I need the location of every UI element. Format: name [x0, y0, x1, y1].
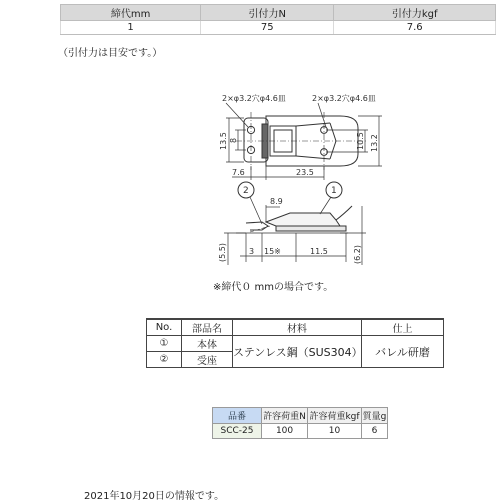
prod-header-load-n: 許容荷重N	[262, 408, 308, 424]
spec-header-clamp: 締代mm	[61, 5, 201, 21]
hole-label-right: 2×φ3.2穴φ4.6皿	[312, 94, 376, 103]
parts-finish: バレル研磨	[362, 336, 444, 368]
dim-8-9: 8.9	[270, 197, 283, 206]
side-view	[236, 206, 352, 233]
spec-header-force-n: 引付力N	[201, 5, 334, 21]
hole-label-left: 2×φ3.2穴φ4.6皿	[222, 94, 286, 103]
prod-cell-code: SCC-25	[213, 424, 262, 439]
parts-material: ステンレス鋼（SUS304）	[233, 336, 362, 368]
base-plate-side	[276, 226, 346, 231]
spec-cell-force-n: 75	[201, 21, 334, 35]
dim-10-5: 10.5	[356, 132, 365, 150]
dim-13-5: 13.5	[219, 132, 228, 150]
parts-header-no: No.	[147, 319, 182, 336]
side-bottom-dims	[240, 233, 346, 262]
callout-2-label: 2	[243, 186, 249, 196]
top-view	[236, 112, 366, 170]
callout-2	[238, 182, 262, 224]
dim-23-5: 23.5	[296, 168, 314, 177]
dim-6-2: (6.2)	[353, 245, 362, 264]
info-date-footer: 2021年10月20日の情報です。	[84, 491, 225, 502]
hole-leaders	[226, 103, 326, 127]
parts-header-finish: 仕上	[362, 319, 444, 336]
parts-header-name: 部品名	[182, 319, 233, 336]
prod-header-code: 品番	[213, 408, 262, 424]
parts-row1-name: 本体	[182, 336, 233, 352]
spec-cell-force-kgf: 7.6	[334, 21, 496, 35]
product-table	[212, 407, 388, 439]
callout-1-label: 1	[331, 186, 337, 196]
dim-15: 15※	[264, 247, 281, 256]
dim-3: 3	[249, 247, 255, 256]
prod-cell-mass: 6	[361, 424, 387, 439]
prod-header-load-kgf: 許容荷重kgf	[308, 408, 362, 424]
clamp-note: ※締代０ mmの場合です。	[213, 282, 334, 293]
parts-table	[146, 318, 444, 368]
parts-row2-no: ②	[147, 352, 182, 368]
parts-row2-name: 受座	[182, 352, 233, 368]
lever-side	[266, 213, 340, 226]
dim-8: 8	[229, 137, 238, 143]
spec-cell-clamp: 1	[61, 21, 201, 35]
prod-cell-load-n: 100	[262, 424, 308, 439]
hook-side	[246, 222, 268, 230]
parts-header-material: 材料	[233, 319, 362, 336]
spec-header-force-kgf: 引付力kgf	[334, 5, 496, 21]
dim-11-5: 11.5	[310, 247, 328, 256]
prod-cell-load-kgf: 10	[308, 424, 362, 439]
parts-row1-no: ①	[147, 336, 182, 352]
dim-13-2: 13.2	[370, 134, 379, 152]
prod-header-mass: 質量g	[361, 408, 387, 424]
dim-5-5: (5.5)	[218, 243, 227, 262]
pull-force-note: （引付力は目安です。）	[58, 48, 163, 59]
dim-7-6: 7.6	[232, 168, 245, 177]
tail-side	[336, 206, 352, 220]
body-plate	[266, 116, 358, 166]
